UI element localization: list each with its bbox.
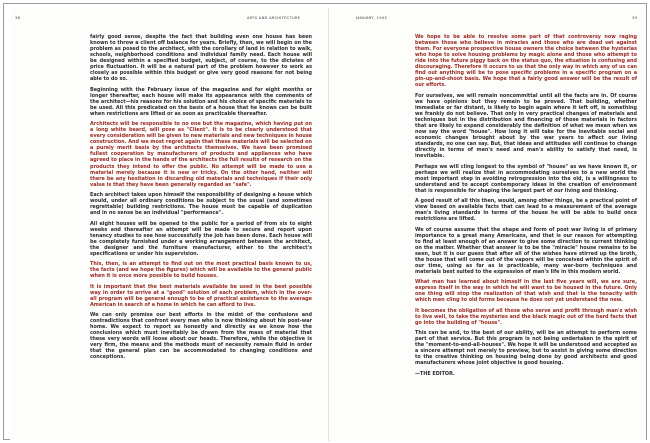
article-paragraph: What man has learned about himself in the last five years will, we are sure, express itself in the way in which he will want to be housed in the future. Only one thing will stop the realization of that wish and that is the tenacity with which men cling to old forms because he does not yet understand the new.	[415, 279, 637, 304]
left-article-column	[90, 34, 312, 365]
article-paragraph: A good result of all this then, would, among other things, be a practical point of view based on available facts that can lead to a measurement of the average man's living standards in terms of the house he will be able to build once restrictions are lifted.	[415, 198, 637, 223]
image-frame	[3, 3, 647, 440]
article-paragraph: Architects will be responsible to no one but the magazine, which having put on a long white beard, will pose as "Client". It is to be clearly understood that every consideration will be given to new materials and new techniques in house construction. And we most regret again that these materials will be selected on a purely merit basis by the architects themselves. We have been promised fullest cooperation by manufacturers of products and appliances who have agreed to place in the hands of the architects the full results of research on the products they intend to offer the public. No attempt will be made to use a material merely because it is new or tricky. On the other hand, neither will there be any hesitation in discarding old materials and techniques if their only value is that they have been generally regarded as "safe".	[90, 121, 312, 188]
article-paragraph: It becomes the obligation of all those who serve and profit through man's wish to live well, to take the mysteries and the black magic out of the hard facts that go into the building of "house".	[415, 307, 637, 326]
article-paragraph: It is important that the best materials available be used in the best possible way in order to arrive at a "good" solution of each problem, which in the over-all program will be general enough to be of practical assistance to the average American in search of a home in which he can afford to live.	[90, 283, 312, 308]
right-article-column	[415, 34, 637, 381]
article-paragraph: We of course assume that the shape and form of post war living is of primary importance to a great many Americans, and that is our reason for attempting to find at least enough of an answer to give some direction to current thinking on the matter. Whether that answer is to be the "miracle" house remains to be seen, but it is our guess that after all of the wishes have stirred up the broth, the house that will come out of the vapors will be conceived within the spirit of our time, using as far as is practicable, many war-born techniques and materials best suited to the expression of man's life in this modern world.	[415, 226, 637, 275]
page-gutter	[328, 8, 329, 441]
article-paragraph: We hope to be able to resolve some part of that controversy now raging between those who believe in miracles and those who are dead set against them. For everyone prospective house owners the choice between the hysterias who hope to solve housing problems by magic alone and those who attempt to ride into the future piggy back on the status quo, the situation is confusing and discouraging. Therefore it occurs to us that the only way in which any of us can find out anything will be to pose specific problems in a specific program on a pin-up-and-shoot basis. We hope that a fairly good answer will be the result of our efforts.	[415, 34, 637, 89]
left-page-number: 38	[15, 16, 21, 20]
issue-date: JANUARY, 1945	[356, 16, 388, 20]
article-paragraph: This can be and, to the best of our ability, will be an attempt to perform some part of that service. But this program is not being undertaken in the spirit of the "moment-to-end-all-houses". We hope it will be understood and accepted as a sincere attempt not merely to preview, but to assist in giving some direction to the creative thinking on housing being done by good architects and good manufacturers whose joint objective is good housing.	[415, 330, 637, 367]
article-paragraph: This, then, is an attempt to find out on the most practical basis known to us, the facts (and we hope the figures) which will be available to the general public when it is once more possible to build houses.	[90, 261, 312, 280]
magazine-title: ARTS AND ARCHITECTURE	[247, 16, 301, 20]
article-paragraph: All eight houses will be opened to the public for a period of from six to eight weeks and thereafter an attempt will be made to secure and report upon tenancy studies to see how successfully the job has been done. Each house will be completely furnished under a working arrangement between the architect, the designer and the furniture manufacturer, either to the architect's specifications or under his supervision.	[90, 220, 312, 257]
magazine-spread	[10, 8, 646, 441]
editor-signature: —THE EDITOR.	[415, 370, 455, 377]
article-paragraph: For ourselves, we will remain noncommittal until all the facts are in. Of course we have opinions but they remain to be proved. That building, whether immediate or far distant, is likely to begin again where it left off, is something we frankly do not believe. That only in very practical changes of materials and techniques but in the distribution and financing of those materials in factors that are likely to expand considerably the definition of what we mean when we now say the word "house". How long it will take for the inevitable social and economic changes brought about by the war years to affect our living standards, no one can say. But, that ideas and attitudes will continue to change directly in terms of men's need and man's ability to satisfy that need, is inevitable.	[415, 92, 637, 160]
article-paragraph: fairly good sense, despite the fact that building even one house has been known to throw a client off balance for years. Briefly, then, we will begin on the problem as posed to the architect, with the corollary of land in relation to walk, schools, neighborhood conditions and individual family need. Each house will be designed within a specified budget, subject, of course, to the dictates of price fluctuation. It will be a natural part of the problem however to work as closely as possible within this budget or give very good reasons for not being able to do so.	[90, 34, 312, 83]
article-paragraph: Perhaps we will cling longest to the symbol of "house" as we have known it, or perhaps we will realize that in accommodating ourselves to a new world the most important step in avoiding retrogression into the old, is a willingness to understand and to accept contemporary ideas in the creation of environment that is responsible for shaping the largest part of our living and thinking.	[415, 163, 637, 194]
article-paragraph: We can only promise our best efforts in the midst of the confusions and contradictions that confront every man who is now thinking about his post-war home. We expect to report as honestly and directly as we know how the conclusions which must inevitably be drawn from the mass of material that these very words will loose about our heads. Therefore, while the objective is very firm, the means and the methods must of necessity remain fluid in order that the general plan can be accommodated to changing conditions and conceptions.	[90, 312, 312, 361]
right-page-number: 39	[632, 16, 638, 20]
article-paragraph: Each architect takes upon himself the responsibility of designing a house which would, under all ordinary conditions be subject to the usual (and sometimes regrettable) building restrictions. The house must be capable of duplication and in no sense be an individual "performance".	[90, 192, 312, 217]
article-paragraph: Beginning with the February issue of the magazine and for eight months or longer thereafter, each house will make its appearance with the comments of the architect—his reasons for his solution and his choice of specific materials to be used. All this predicated on the basis of a house that he knows can be built when restrictions are lifted or as soon as practicable thereafter.	[90, 86, 312, 117]
